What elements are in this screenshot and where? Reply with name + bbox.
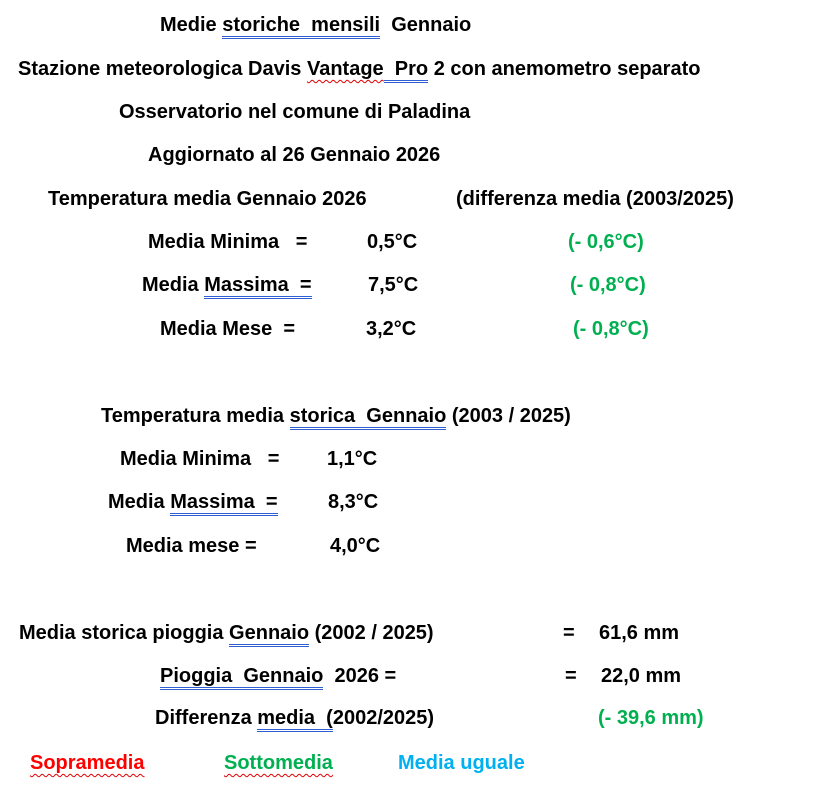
label-part: (2002 / 2025) <box>309 622 434 644</box>
legend-below <box>224 751 333 775</box>
label-part: Media <box>142 274 205 296</box>
hist-min-value: 1,1°C <box>327 448 378 470</box>
current-max-value: 7,5°C <box>368 274 419 296</box>
heading-part: Temperatura media <box>101 405 290 427</box>
label-part: Massima = <box>204 274 311 299</box>
heading-part: (2003 / 2025) <box>446 405 571 427</box>
station-line <box>18 57 700 81</box>
updated-line: Aggiornato al 26 Gennaio 2026 <box>148 144 441 166</box>
label-part: Gennaio <box>229 622 309 647</box>
current-max-diff: (- 0,8°C) <box>570 274 646 296</box>
title-part: Gennaio <box>380 14 472 36</box>
current-min-value: 0,5°C <box>367 231 418 253</box>
label-part: media ( <box>257 707 333 732</box>
station-part: Stazione meteorologica Davis <box>18 58 307 80</box>
current-min-label: Media Minima = <box>148 231 308 253</box>
current-month-value: 3,2°C <box>366 318 417 340</box>
station-part: 2 con anemometro separato <box>428 58 701 80</box>
title-part: storiche mensili <box>222 14 380 39</box>
current-month-label: Media Mese = <box>160 318 296 340</box>
current-min-diff: (- 0,6°C) <box>568 231 644 253</box>
station-part: Pro <box>384 58 428 83</box>
current-heading: Temperatura media Gennaio 2026 <box>48 188 367 210</box>
hist-max-value: 8,3°C <box>328 491 379 513</box>
label-part: 2002/2025) <box>332 707 435 729</box>
rain-hist-label <box>19 621 434 645</box>
label-part: Pioggia Gennaio <box>160 665 323 690</box>
current-max-label <box>142 273 312 297</box>
legend-above-label: Sopramedia <box>30 752 145 774</box>
hist-month-value: 4,0°C <box>330 535 381 557</box>
rain-diff-label <box>155 706 434 730</box>
heading-part: storica Gennaio <box>290 405 447 430</box>
hist-min-label: Media Minima = <box>120 448 280 470</box>
station-part: Vantage <box>306 58 384 80</box>
label-part: 2026 = <box>323 665 397 687</box>
title-part: Medie <box>160 14 223 36</box>
rain-hist-value: 61,6 mm <box>599 622 680 644</box>
rain-current-value: 22,0 mm <box>601 665 682 687</box>
hist-month-label: Media mese = <box>126 535 257 557</box>
legend-above <box>30 751 144 775</box>
legend-below-label: Sottomedia <box>224 752 333 774</box>
rain-diff-value: (- 39,6 mm) <box>598 707 704 729</box>
legend-equal: Media uguale <box>398 752 525 774</box>
historical-heading <box>101 404 571 428</box>
rain-current-equals: = <box>565 665 577 687</box>
rain-hist-equals: = <box>563 622 575 644</box>
rain-current-label <box>160 664 396 688</box>
label-part: Media storica pioggia <box>19 622 230 644</box>
label-part: Differenza <box>155 707 258 729</box>
diff-heading: (differenza media (2003/2025) <box>456 188 734 210</box>
page-title <box>160 13 471 37</box>
label-part: Massima = <box>170 491 277 516</box>
observatory-line: Osservatorio nel comune di Paladina <box>119 101 471 123</box>
hist-max-label <box>108 490 278 514</box>
label-part: Media <box>108 491 171 513</box>
current-month-diff: (- 0,8°C) <box>573 318 649 340</box>
